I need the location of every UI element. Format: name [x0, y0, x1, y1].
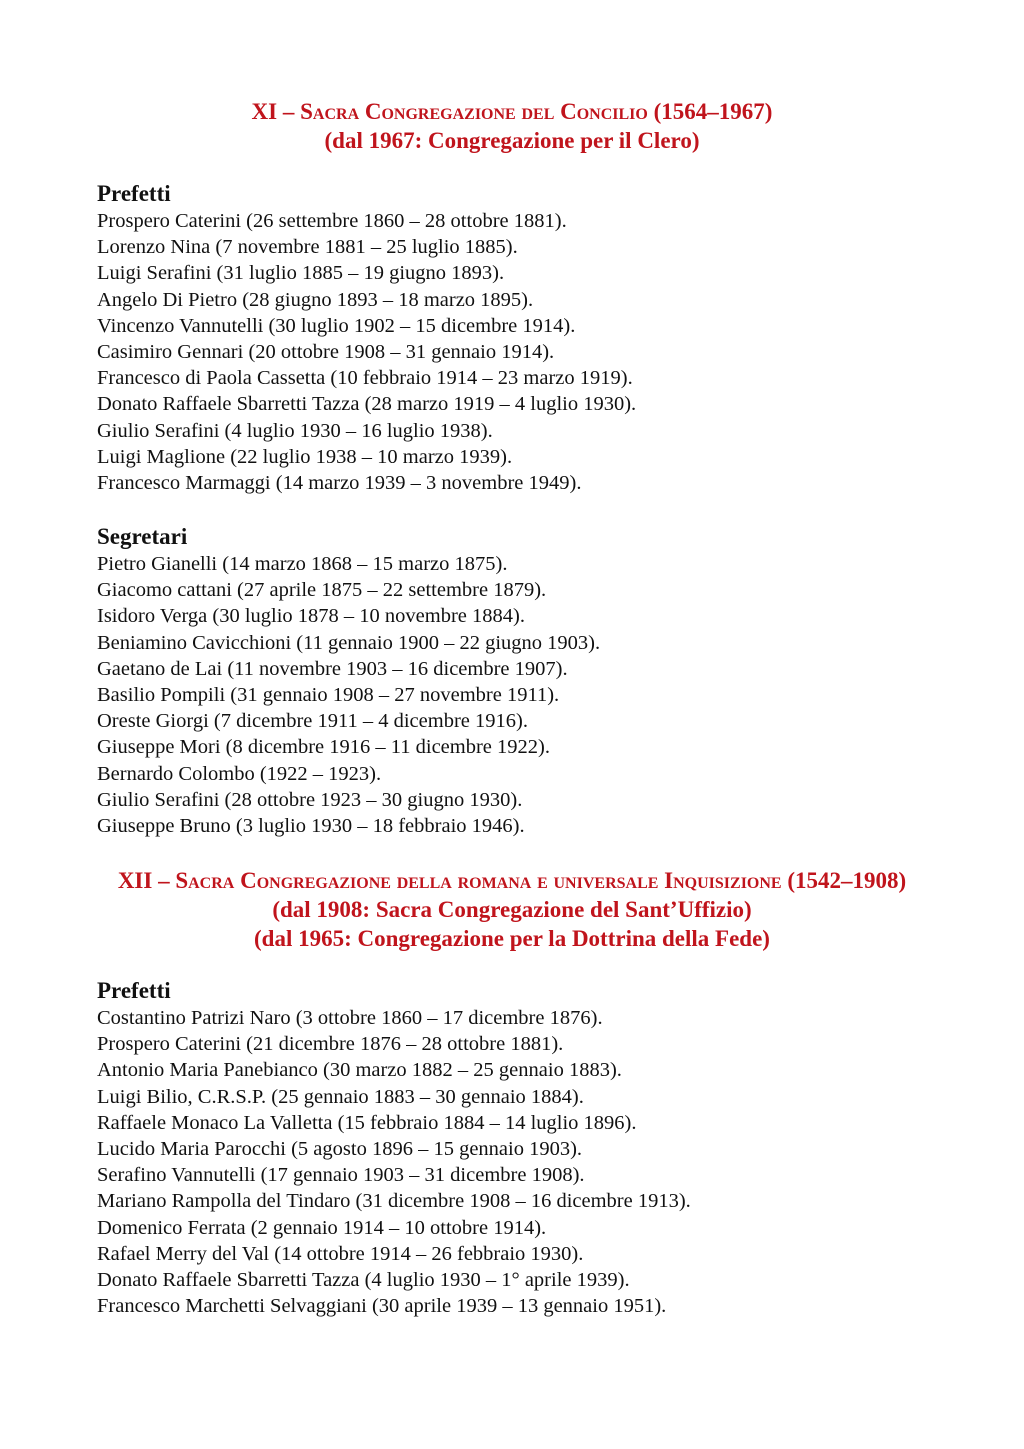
list-item: Casimiro Gennari (20 ottobre 1908 – 31 gennaio 1914).	[97, 341, 555, 364]
list-item: Costantino Patrizi Naro (3 ottobre 1860 – 17 dicembre 1876).	[97, 1007, 603, 1029]
list-item: Lucido Maria Parocchi (5 agosto 1896 – 15 gennaio 1903).	[97, 1138, 583, 1161]
list-item: Prospero Caterini (26 settembre 1860 – 28 ottobre 1881).	[97, 210, 567, 232]
list-item: Isidoro Verga (30 luglio 1878 – 10 novembre 1884).	[97, 605, 525, 628]
list-item: Pietro Gianelli (14 marzo 1868 – 15 marzo 1875).	[97, 553, 508, 575]
list-item: Gaetano de Lai (11 novembre 1903 – 16 dicembre 1907).	[97, 657, 568, 680]
section-xi-title-dates: (1564–1967)	[647, 99, 773, 124]
list-item: Angelo Di Pietro (28 giugno 1893 – 18 marzo 1895).	[97, 288, 534, 311]
section-xii-title-dates: (1542–1908)	[781, 868, 907, 893]
list-item: Donato Raffaele Sbarretti Tazza (4 luglio 1930 – 1° aprile 1939).	[97, 1269, 630, 1292]
list-item: Beniamino Cavicchioni (11 gennaio 1900 – 22 giugno 1903).	[97, 631, 601, 654]
section-xii-subtitle-1: (dal 1908: Sacra Congregazione del Sant’Uffizio)	[272, 897, 752, 922]
list-item: Prospero Caterini (21 dicembre 1876 – 28 ottobre 1881).	[97, 1033, 564, 1056]
list-item: Luigi Bilio, C.R.S.P. (25 gennaio 1883 – 30 gennaio 1884).	[97, 1085, 584, 1108]
section-xi-title-num: XI –	[251, 99, 301, 124]
list-item: Luigi Maglione (22 luglio 1938 – 10 marzo 1939).	[97, 445, 513, 468]
list-item: Bernardo Colombo (1922 – 1923).	[97, 762, 382, 785]
section-xi-segretari-heading: Segretari	[97, 524, 188, 549]
list-item: Lorenzo Nina (7 novembre 1881 – 25 luglio 1885).	[97, 236, 518, 259]
list-item: Oreste Giorgi (7 dicembre 1911 – 4 dicembre 1916).	[97, 710, 528, 733]
section-xii-prefetti-list	[97, 1005, 691, 1319]
list-item: Giuseppe Bruno (3 luglio 1930 – 18 febbraio 1946).	[97, 815, 525, 838]
list-item: Giulio Serafini (4 luglio 1930 – 16 luglio 1938).	[97, 419, 493, 442]
section-xi-title	[0, 97, 1024, 126]
list-item: Basilio Pompili (31 gennaio 1908 – 27 novembre 1911).	[97, 684, 560, 707]
section-xii-title-num: XII –	[117, 868, 176, 893]
list-item: Domenico Ferrata (2 gennaio 1914 – 10 ottobre 1914).	[97, 1216, 547, 1239]
section-xi-title-name: Sacra Congregazione del Concilio	[300, 99, 648, 124]
section-xii-title	[0, 866, 1024, 895]
list-item: Donato Raffaele Sbarretti Tazza (28 marzo 1919 – 4 luglio 1930).	[97, 393, 637, 416]
list-item: Raffaele Monaco La Valletta (15 febbraio 1884 – 14 luglio 1896).	[97, 1111, 637, 1134]
list-item: Luigi Serafini (31 luglio 1885 – 19 giugno 1893).	[97, 262, 505, 285]
list-item: Mariano Rampolla del Tindaro (31 dicembre 1908 – 16 dicembre 1913).	[97, 1190, 691, 1213]
list-item: Francesco Marchetti Selvaggiani (30 aprile 1939 – 13 gennaio 1951).	[97, 1295, 667, 1318]
section-xi-prefetti-heading: Prefetti	[97, 181, 171, 206]
section-xii-subtitle-2: (dal 1965: Congregazione per la Dottrina della Fede)	[254, 926, 770, 951]
section-xi-subtitle: (dal 1967: Congregazione per il Clero)	[324, 128, 700, 153]
list-item: Francesco Marmaggi (14 marzo 1939 – 3 novembre 1949).	[97, 472, 582, 495]
section-xi-prefetti-list	[97, 208, 636, 496]
list-item: Rafael Merry del Val (14 ottobre 1914 – 26 febbraio 1930).	[97, 1242, 584, 1265]
section-xii-prefetti-heading: Prefetti	[97, 978, 171, 1003]
list-item: Giacomo cattani (27 aprile 1875 – 22 settembre 1879).	[97, 579, 547, 602]
list-item: Giuseppe Mori (8 dicembre 1916 – 11 dicembre 1922).	[97, 736, 550, 759]
list-item: Vincenzo Vannutelli (30 luglio 1902 – 15 dicembre 1914).	[97, 314, 576, 337]
section-xi-segretari-list	[97, 551, 600, 839]
list-item: Serafino Vannutelli (17 gennaio 1903 – 31 dicembre 1908).	[97, 1164, 585, 1187]
section-xii-title-name: Sacra Congregazione della romana e universale Inquisizione	[175, 868, 782, 893]
list-item: Antonio Maria Panebianco (30 marzo 1882 – 25 gennaio 1883).	[97, 1059, 622, 1082]
list-item: Francesco di Paola Cassetta (10 febbraio 1914 – 23 marzo 1919).	[97, 367, 633, 390]
list-item: Giulio Serafini (28 ottobre 1923 – 30 giugno 1930).	[97, 788, 523, 811]
